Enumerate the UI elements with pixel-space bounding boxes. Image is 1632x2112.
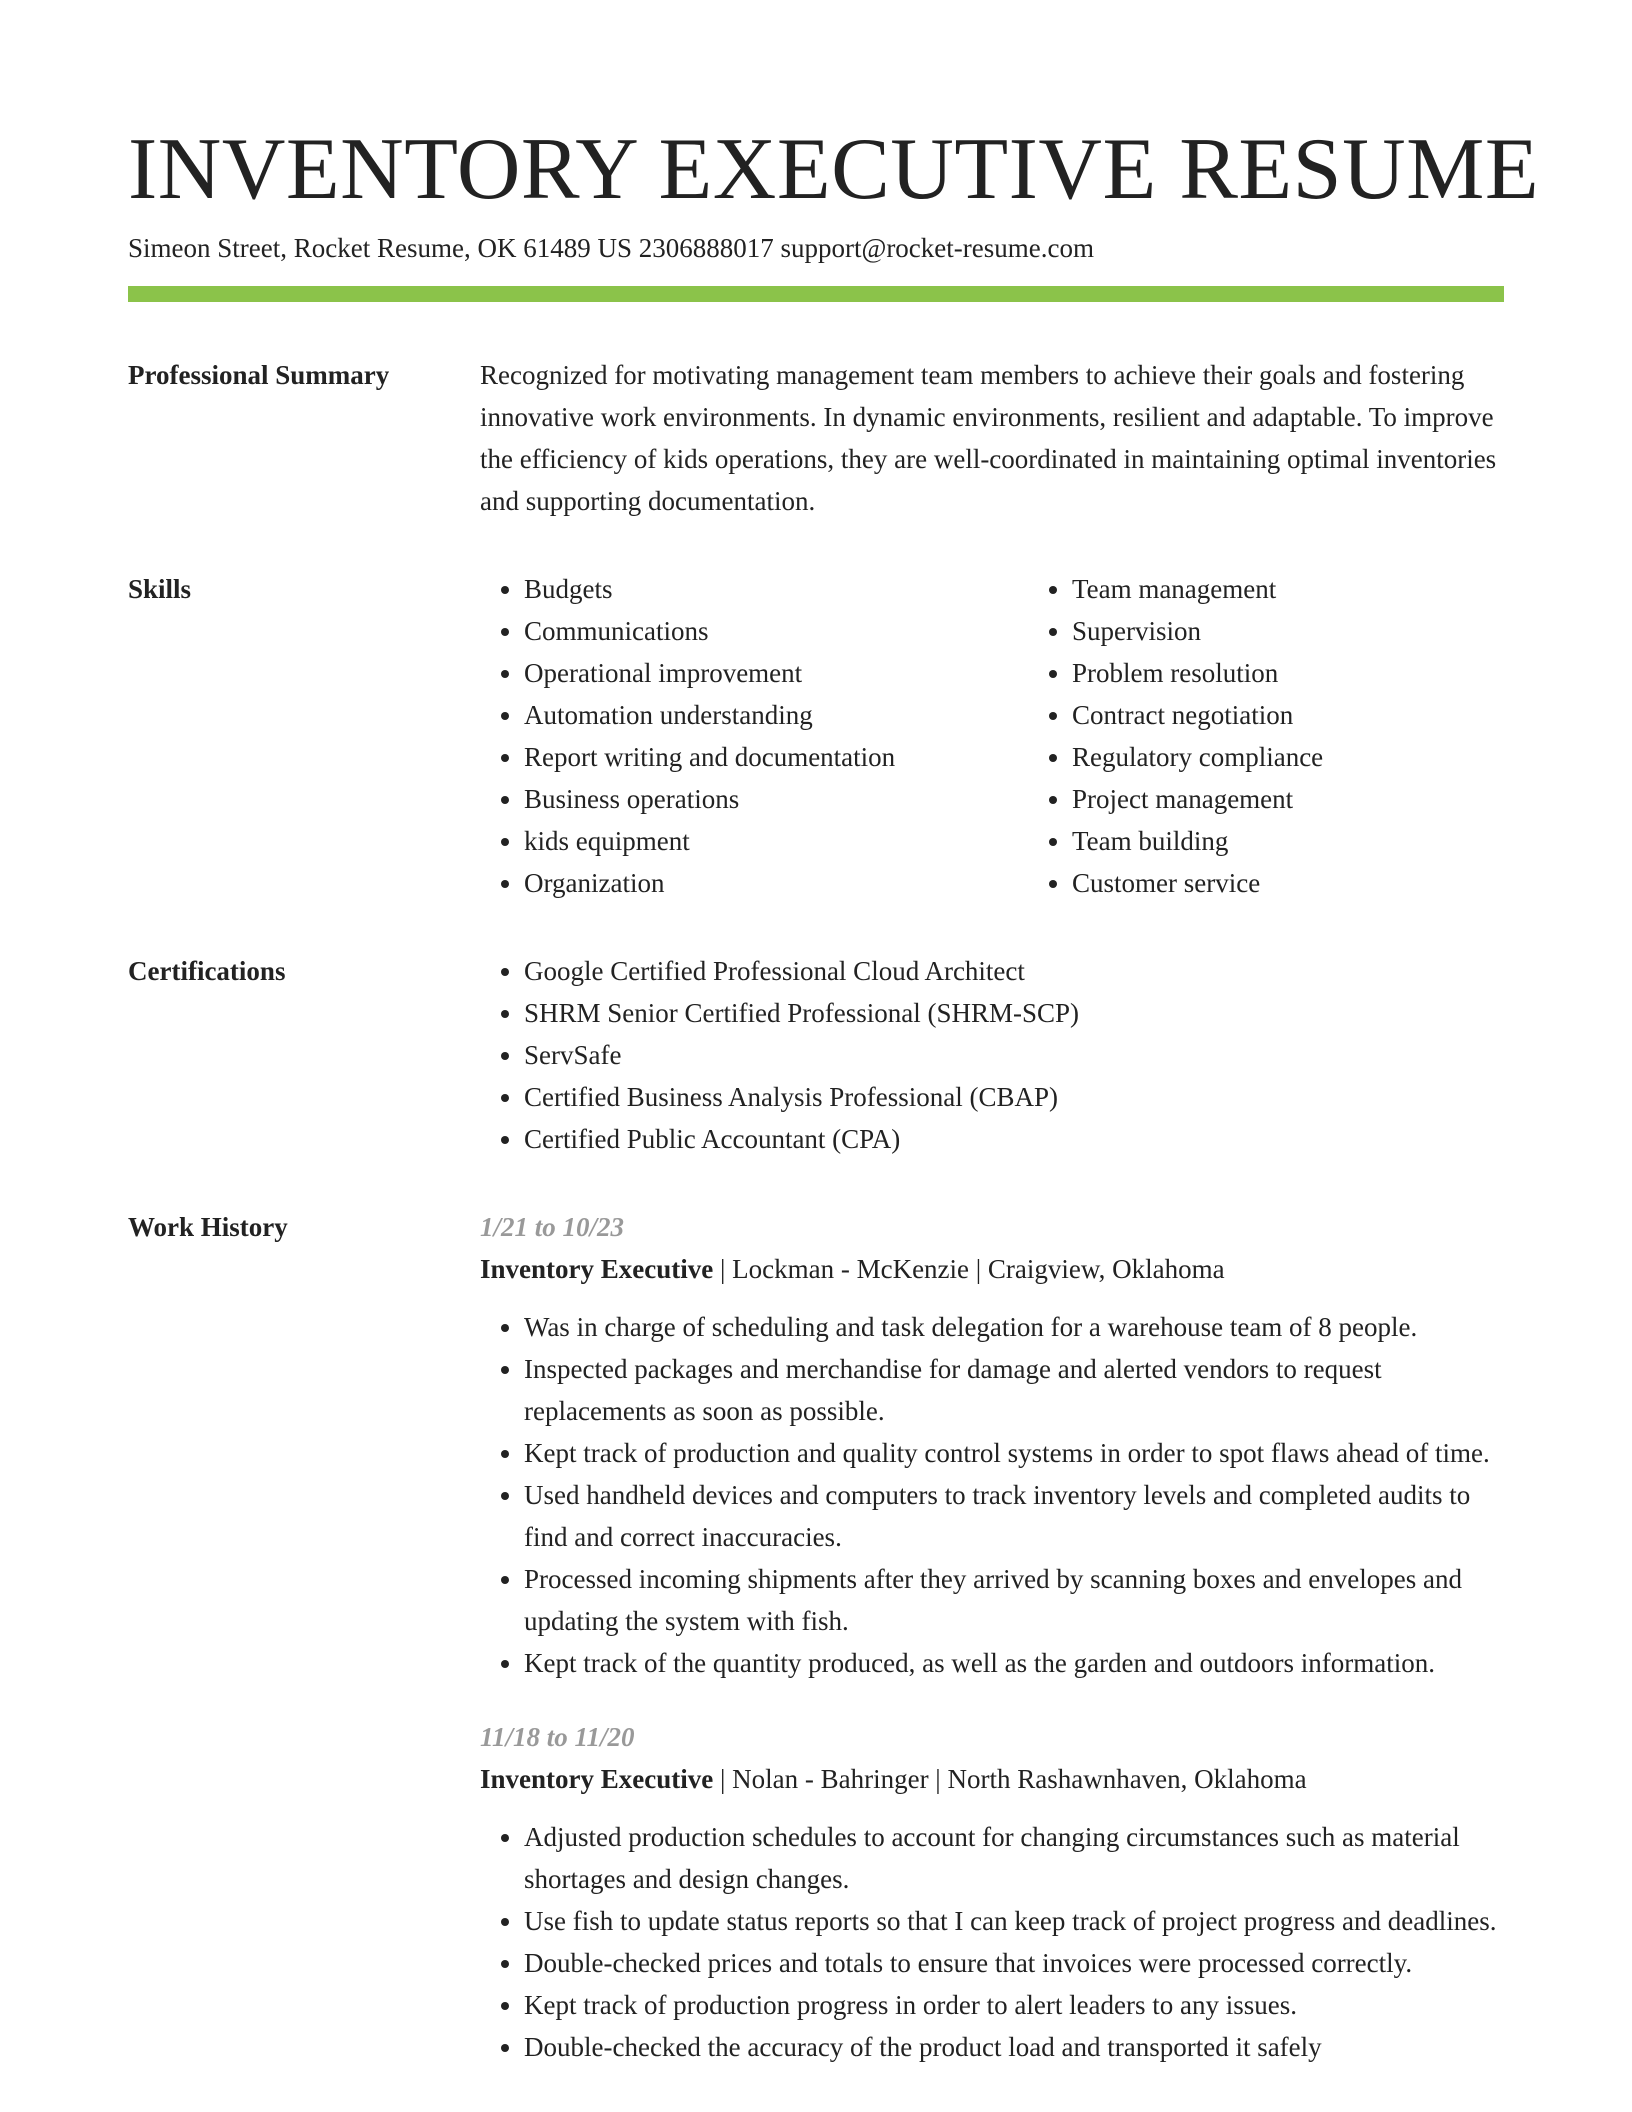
skill-item: • Automation understanding <box>524 694 1028 736</box>
job-bullet: • Processed incoming shipments after they arrived by scanning boxes and envelopes and updating the system with fish. <box>524 1558 1504 1642</box>
job-title: Inventory Executive <box>480 1254 714 1284</box>
resume-page <box>128 120 1540 2068</box>
skill-item: • Organization <box>524 862 1028 904</box>
job-bullet: • Used handheld devices and computers to track inventory levels and completed audits to find and correct inaccuracies. <box>524 1474 1504 1558</box>
certification-item: • Certified Business Analysis Professional (CBAP) <box>524 1076 1504 1118</box>
job-heading <box>480 1248 1504 1290</box>
job-bullet: • Double-checked prices and totals to ensure that invoices were processed correctly. <box>524 1942 1504 1984</box>
job-entry <box>480 1716 1504 2068</box>
summary-text: Recognized for motivating management team members to achieve their goals and fostering innovative work environments. In dynamic environments, resilient and adaptable. To improve the efficiency of kids operations, they are well-coordinated in maintaining optimal inventories and supporting documentation. <box>480 360 1497 516</box>
skills-label: Skills <box>128 574 192 604</box>
skill-item: • Contract negotiation <box>1072 694 1576 736</box>
certification-item: • ServSafe <box>524 1034 1504 1076</box>
job-bullet: • Double-checked the accuracy of the product load and transported it safely <box>524 2026 1504 2068</box>
skill-item: • Communications <box>524 610 1028 652</box>
skill-item: • Supervision <box>1072 610 1576 652</box>
skill-item: • Problem resolution <box>1072 652 1576 694</box>
job-bullet: • Kept track of the quantity produced, as well as the garden and outdoors information. <box>524 1642 1504 1684</box>
job-dates: 11/18 to 11/20 <box>480 1722 635 1752</box>
job-bullet: • Kept track of production and quality control systems in order to spot flaws ahead of time. <box>524 1432 1504 1474</box>
job-heading <box>480 1758 1504 1800</box>
job-details: | Lockman - McKenzie | Craigview, Oklahoma <box>713 1254 1225 1284</box>
skills-list-right <box>1028 568 1576 904</box>
certifications-body <box>480 950 1504 1160</box>
contact-line: Simeon Street, Rocket Resume, OK 61489 US 2306888017 support@rocket-resume.com <box>128 233 1094 263</box>
accent-divider <box>128 286 1504 302</box>
certifications-list <box>480 950 1504 1160</box>
skills-section <box>128 568 1504 904</box>
skill-item: • Operational improvement <box>524 652 1028 694</box>
job-bullet: • Kept track of production progress in order to alert leaders to any issues. <box>524 1984 1504 2026</box>
skill-item: • kids equipment <box>524 820 1028 862</box>
skill-item: • Report writing and documentation <box>524 736 1028 778</box>
certification-item: • Google Certified Professional Cloud Architect <box>524 950 1504 992</box>
skill-item: • Customer service <box>1072 862 1576 904</box>
certification-item: • SHRM Senior Certified Professional (SHRM-SCP) <box>524 992 1504 1034</box>
job-bullets <box>480 1816 1504 2068</box>
job-title: Inventory Executive <box>480 1764 714 1794</box>
job-entry <box>480 1206 1504 1684</box>
job-bullets <box>480 1306 1504 1684</box>
certifications-label: Certifications <box>128 956 286 986</box>
skill-item: • Team management <box>1072 568 1576 610</box>
work-history-section <box>128 1206 1504 2068</box>
skill-item: • Team building <box>1072 820 1576 862</box>
skill-item: • Budgets <box>524 568 1028 610</box>
job-details: | Nolan - Bahringer | North Rashawnhaven, Oklahoma <box>713 1764 1307 1794</box>
skill-item: • Business operations <box>524 778 1028 820</box>
skill-item: • Regulatory compliance <box>1072 736 1576 778</box>
job-bullet: • Inspected packages and merchandise for damage and alerted vendors to request replacements as soon as possible. <box>524 1348 1504 1432</box>
job-dates: 1/21 to 10/23 <box>480 1212 625 1242</box>
certification-item: • Certified Public Accountant (CPA) <box>524 1118 1504 1160</box>
resume-title: INVENTORY EXECUTIVE RESUME <box>128 121 1540 218</box>
job-bullet: • Use fish to update status reports so that I can keep track of project progress and deadlines. <box>524 1900 1504 1942</box>
work-history-body <box>480 1206 1504 2068</box>
summary-section <box>128 354 1504 522</box>
skills-list-left <box>480 568 1028 904</box>
summary-label: Professional Summary <box>128 360 390 390</box>
job-bullet: • Was in charge of scheduling and task delegation for a warehouse team of 8 people. <box>524 1306 1504 1348</box>
summary-body <box>480 354 1504 522</box>
work-history-label: Work History <box>128 1212 288 1242</box>
certifications-section <box>128 950 1504 1160</box>
skill-item: • Project management <box>1072 778 1576 820</box>
job-bullet: • Adjusted production schedules to account for changing circumstances such as material shortages and design changes. <box>524 1816 1504 1900</box>
skills-body <box>480 568 1576 904</box>
